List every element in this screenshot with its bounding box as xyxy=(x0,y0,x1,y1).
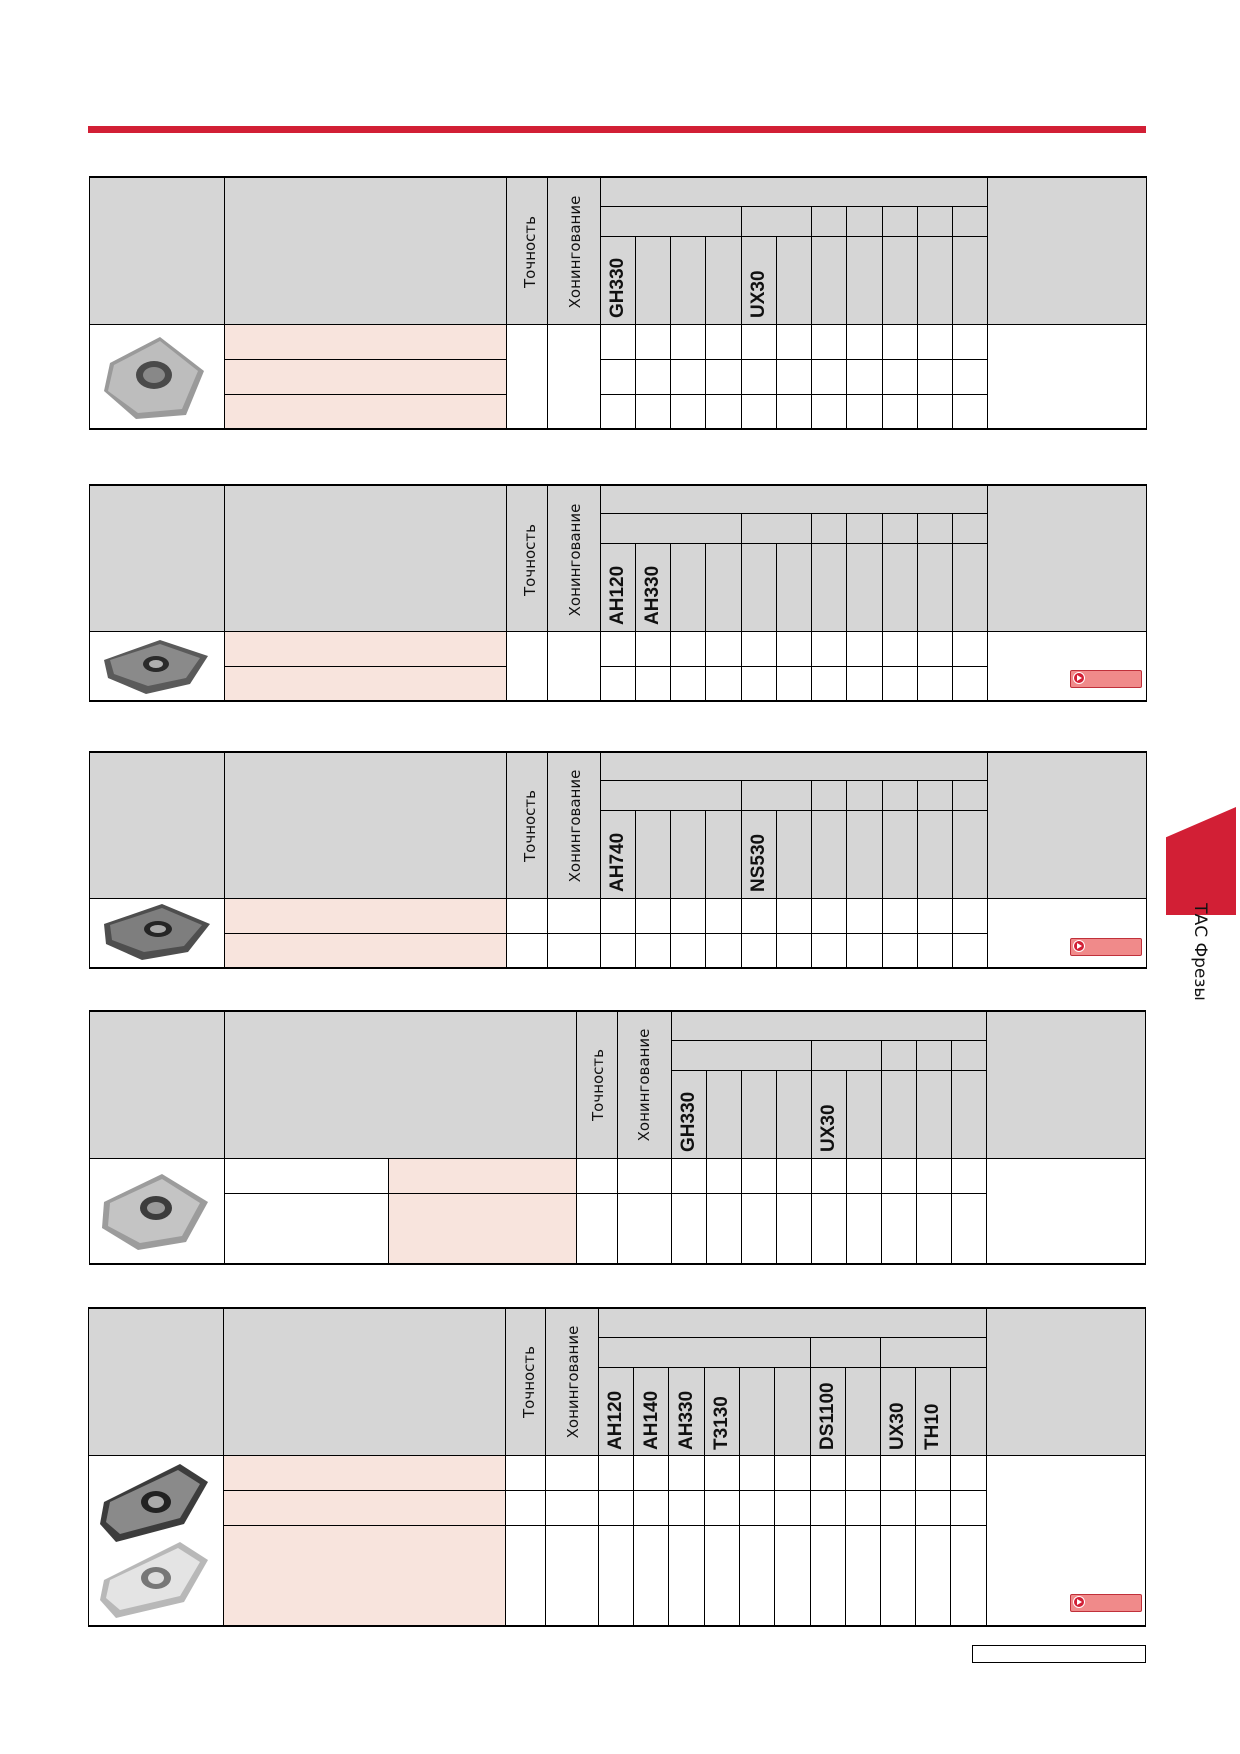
top-red-rule xyxy=(88,126,1146,133)
insert-image xyxy=(100,638,212,696)
header-tochnost: Точность xyxy=(589,1048,607,1122)
header-khoningovanie: Хонингование xyxy=(566,503,584,617)
header-khoningovanie: Хонингование xyxy=(566,195,584,309)
grade-label: T3130 xyxy=(711,1396,732,1450)
insert-image xyxy=(100,1540,212,1620)
page-link-button[interactable] xyxy=(1070,1594,1142,1612)
grade-label: AH140 xyxy=(641,1390,662,1450)
insert-image xyxy=(98,333,210,423)
grade-label: GH330 xyxy=(607,257,628,318)
side-section-tab[interactable] xyxy=(1166,807,1236,915)
page-link-button[interactable] xyxy=(1070,670,1142,688)
side-tab-label: ТАС Фрезы xyxy=(1190,903,1210,1001)
header-khoningovanie: Хонингование xyxy=(635,1028,653,1142)
grade-label: AH740 xyxy=(607,832,628,892)
insert-image xyxy=(100,1462,212,1544)
header-tochnost: Точность xyxy=(520,1345,538,1419)
page-link-arrow-icon xyxy=(1073,672,1085,684)
header-tochnost: Точность xyxy=(521,789,539,863)
grade-label: NS530 xyxy=(748,833,769,892)
header-khoningovanie: Хонингование xyxy=(566,769,584,883)
page-number-box xyxy=(972,1645,1146,1663)
insert-image xyxy=(100,902,212,962)
grade-label: DS1100 xyxy=(817,1382,838,1450)
insert-image xyxy=(98,1172,210,1252)
grade-label: AH120 xyxy=(605,1390,626,1450)
grade-label: AH330 xyxy=(676,1390,697,1450)
page-link-arrow-icon xyxy=(1073,940,1085,952)
header-tochnost: Точность xyxy=(521,215,539,289)
header-khoningovanie: Хонингование xyxy=(564,1325,582,1439)
grade-label: AH120 xyxy=(607,565,628,625)
grade-label: TH10 xyxy=(922,1403,943,1450)
page-link-button[interactable] xyxy=(1070,938,1142,956)
grade-label: UX30 xyxy=(748,270,769,318)
grade-label: UX30 xyxy=(818,1104,839,1152)
header-tochnost: Точность xyxy=(521,523,539,597)
grade-label: AH330 xyxy=(642,565,663,625)
grade-label: GH330 xyxy=(678,1091,699,1152)
page-link-arrow-icon xyxy=(1073,1596,1085,1608)
grade-label: UX30 xyxy=(887,1402,908,1450)
